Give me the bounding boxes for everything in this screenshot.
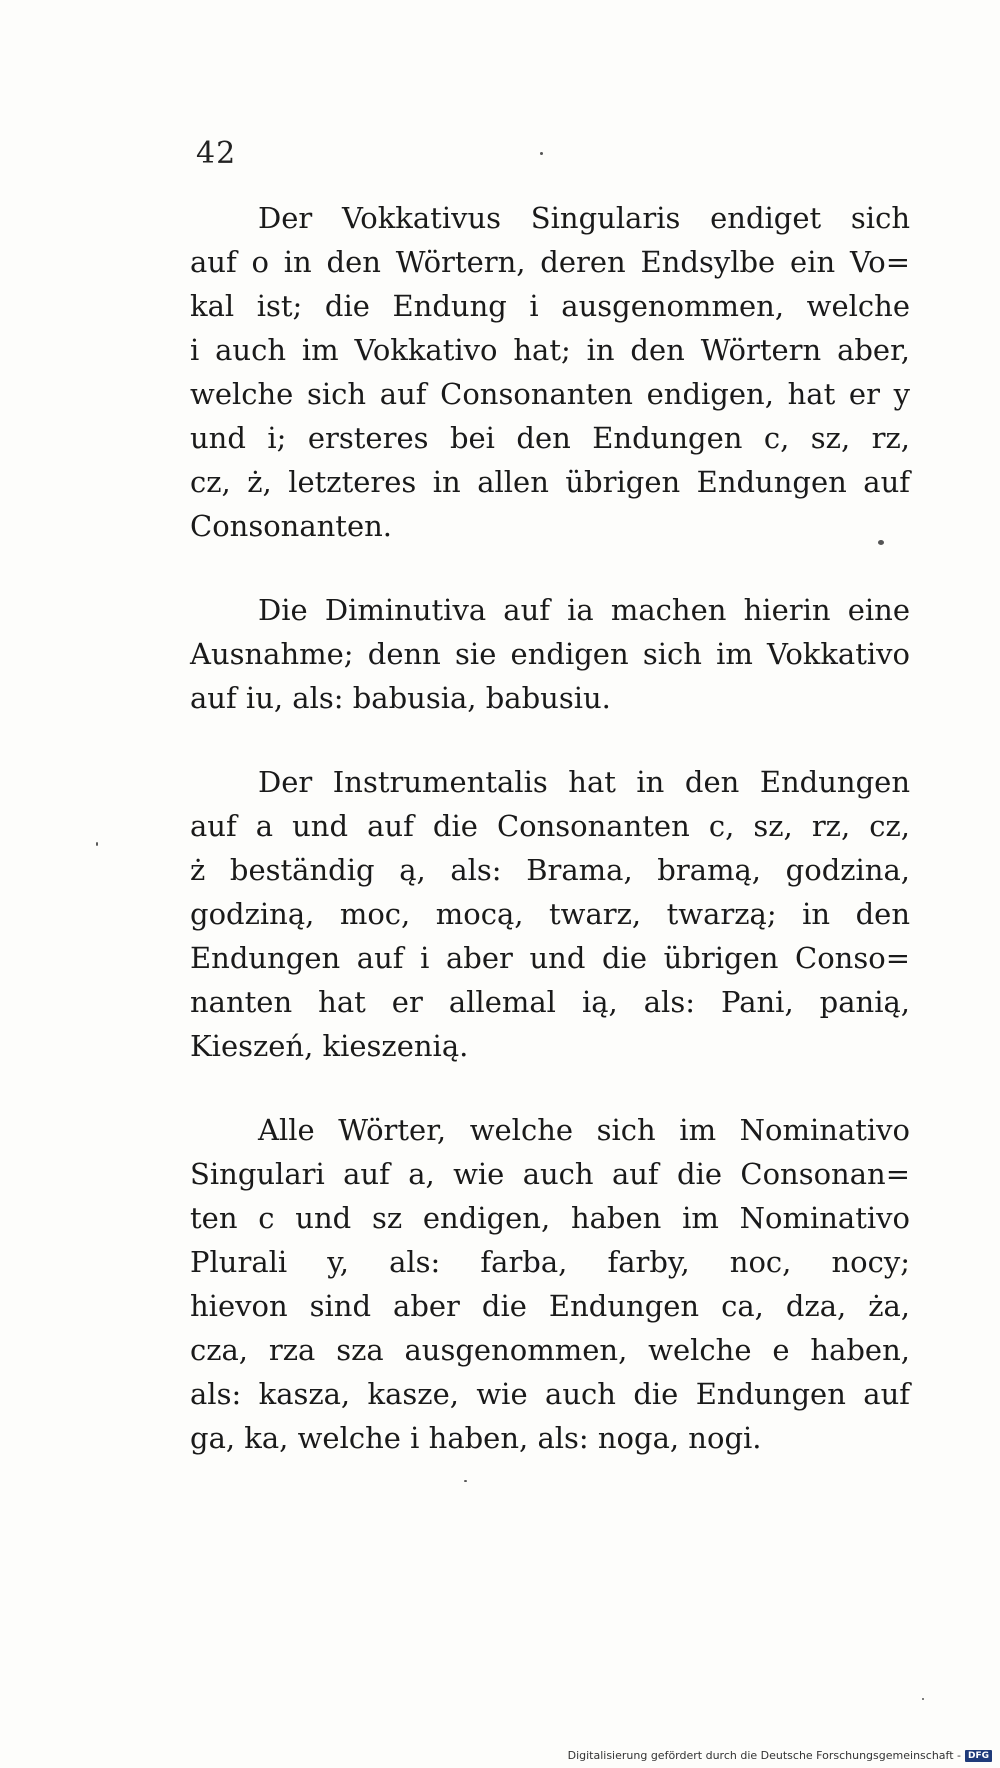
paragraph-diminutiva bbox=[190, 588, 910, 720]
text-line: und i; ersteres bei den Endungen c, sz, rz, bbox=[190, 421, 910, 455]
text-line: auf o in den Wörtern, deren Endsylbe ein Vo= bbox=[190, 245, 910, 279]
text-line: godziną, moc, mocą, twarz, twarzą; in den bbox=[190, 897, 910, 931]
text-line: hievon sind aber die Endungen ca, dza, ża, bbox=[190, 1289, 910, 1323]
text-line: welche sich auf Consonanten endigen, hat er y bbox=[190, 377, 910, 411]
text-line: Alle Wörter, welche sich im Nominativo bbox=[258, 1113, 910, 1147]
text-line: Die Diminutiva auf ia machen hierin eine bbox=[258, 593, 910, 627]
text-line: Der Vokkativus Singularis endiget sich bbox=[258, 201, 910, 235]
text-line: ten c und sz endigen, haben im Nominativo bbox=[190, 1201, 910, 1235]
scan-speck bbox=[464, 1480, 467, 1482]
page-number: 42 bbox=[196, 136, 237, 171]
digitization-credit bbox=[568, 1749, 992, 1762]
scan-speck bbox=[922, 1698, 924, 1700]
paragraph-instrumentalis bbox=[190, 760, 910, 1068]
text-line: auf a und auf die Consonanten c, sz, rz, cz, bbox=[190, 809, 910, 843]
scan-speck bbox=[96, 842, 98, 846]
text-line: als: kasza, kasze, wie auch die Endungen auf bbox=[190, 1377, 910, 1411]
text-line: Endungen auf i aber und die übrigen Conso= bbox=[190, 941, 910, 975]
text-line: Plurali y, als: farba, farby, noc, nocy; bbox=[190, 1245, 910, 1279]
paragraph-nominativo-plurali bbox=[190, 1108, 910, 1460]
text-line: kal ist; die Endung i ausgenommen, welche bbox=[190, 289, 910, 323]
dfg-logo: DFG bbox=[965, 1750, 992, 1762]
text-line: ga, ka, welche i haben, als: noga, nogi. bbox=[190, 1421, 762, 1455]
text-line: cza, rza sza ausgenommen, welche e haben, bbox=[190, 1333, 910, 1367]
text-line: cz, ż, letzteres in allen übrigen Endungen auf bbox=[190, 465, 910, 499]
text-line: nanten hat er allemal ią, als: Pani, panią, bbox=[190, 985, 910, 1019]
text-line: i auch im Vokkativo hat; in den Wörtern aber, bbox=[190, 333, 910, 367]
text-line: auf iu, als: babusia, babusiu. bbox=[190, 681, 611, 715]
paragraph-vokkativus bbox=[190, 196, 910, 548]
scan-speck bbox=[540, 152, 543, 155]
scan-speck bbox=[878, 540, 884, 545]
text-line: Ausnahme; denn sie endigen sich im Vokkativo bbox=[190, 637, 910, 671]
text-line: Consonanten. bbox=[190, 509, 393, 543]
text-line: Kieszeń, kieszenią. bbox=[190, 1029, 469, 1063]
text-line: Singulari auf a, wie auch auf die Consonan= bbox=[190, 1157, 910, 1191]
text-line: Der Instrumentalis hat in den Endungen bbox=[258, 765, 910, 799]
text-line: ż beständig ą, als: Brama, bramą, godzina, bbox=[190, 853, 910, 887]
credit-text: Digitalisierung gefördert durch die Deutsche Forschungsgemeinschaft - bbox=[567, 1749, 961, 1762]
